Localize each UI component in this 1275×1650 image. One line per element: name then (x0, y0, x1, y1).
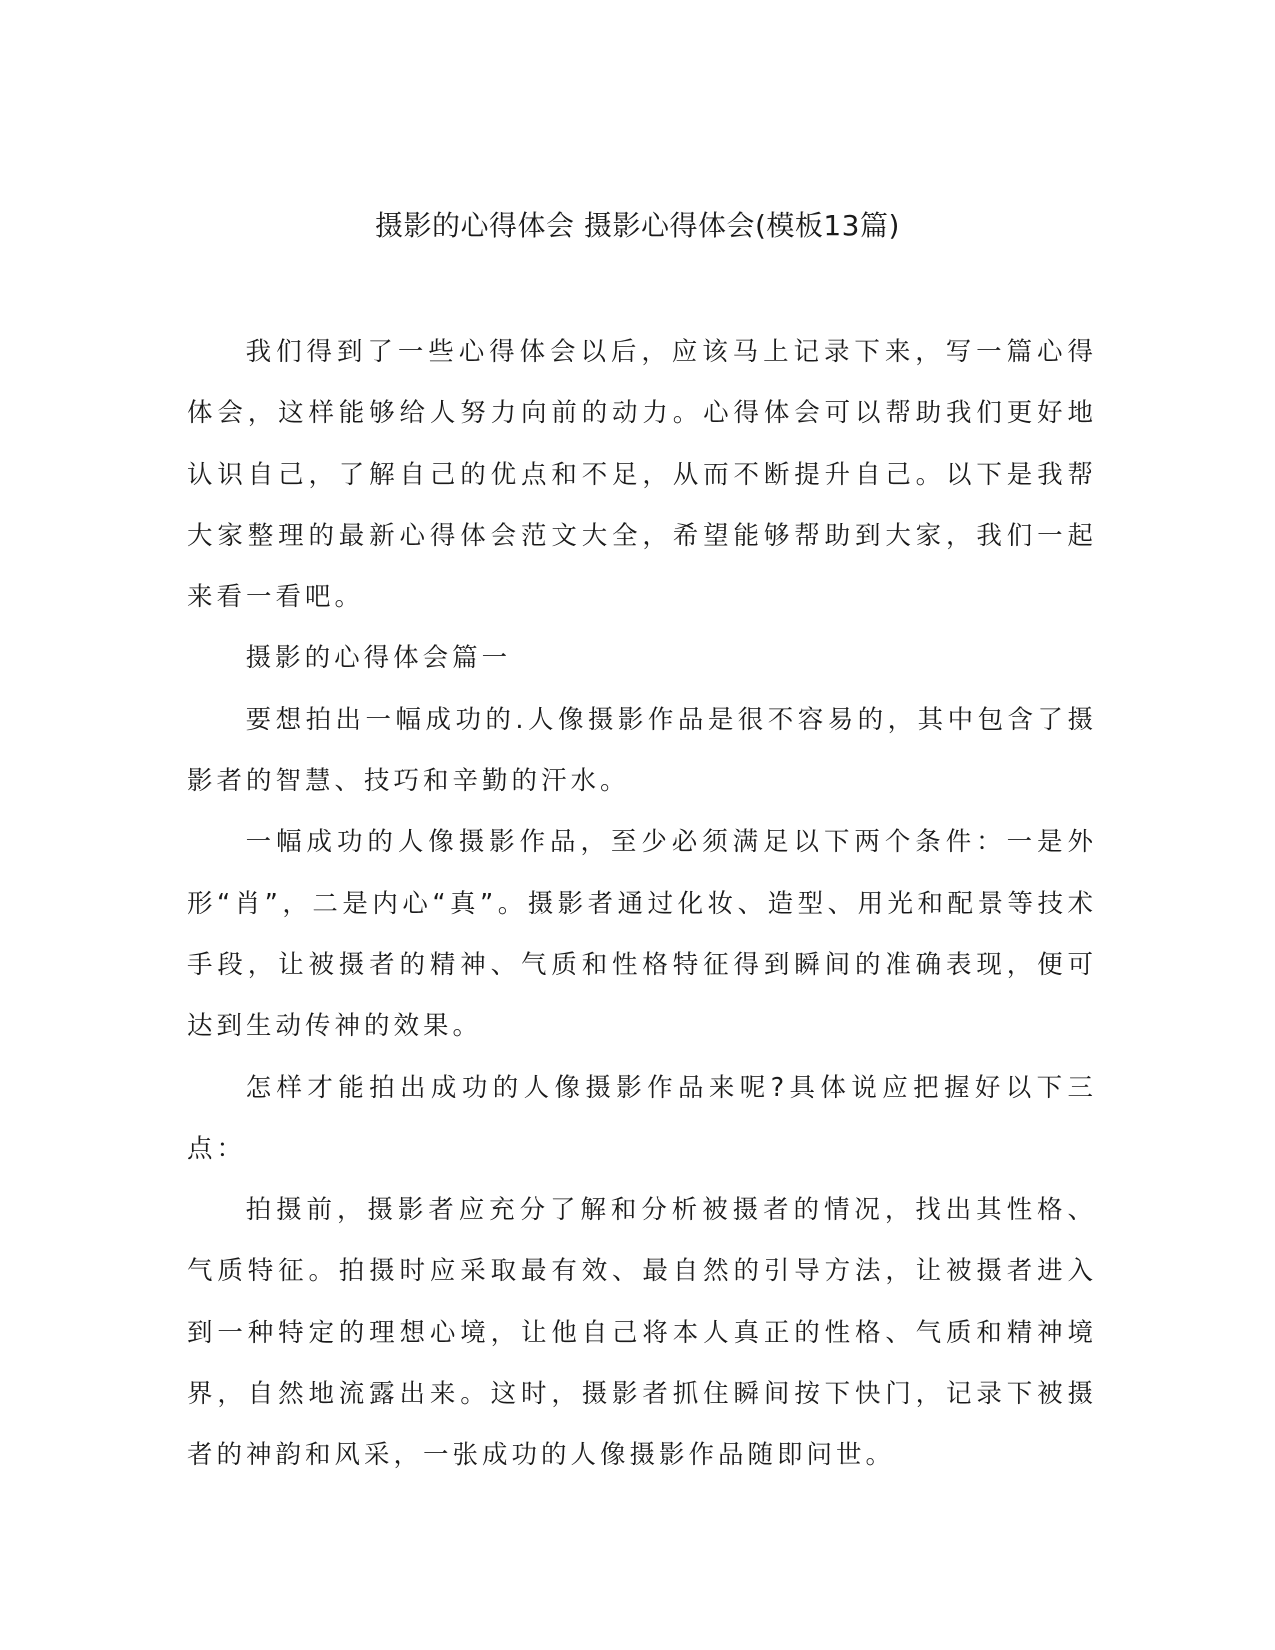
section-heading: 摄影的心得体会篇一 (245, 643, 512, 674)
paragraph: 怎样才能拍出成功的人像摄影作品来呢?具体说应把握好以下三点： (187, 1072, 1097, 1164)
paragraph-intro: 我们得到了一些心得体会以后，应该马上记录下来，写一篇心得体会，这样能够给人努力向前的动力。心得体会可以帮助我们更好地认识自己，了解自己的优点和不足，从而不断提升自己。以下是我帮大家整理的最新心得体会范文大全，希望能够帮助到大家，我们一起来看一看吧。 (187, 337, 1097, 613)
paragraph: 一幅成功的人像摄影作品，至少必须满足以下两个条件：一是外形“肖”，二是内心“真”。摄影者通过化妆、造型、用光和配景等技术手段，让被摄者的精神、气质和性格特征得到瞬间的准确表现，便可达到生动传神的效果。 (187, 827, 1097, 1042)
paragraph: 拍摄前，摄影者应充分了解和分析被摄者的情况，找出其性格、气质特征。拍摄时应采取最有效、最自然的引导方法，让被摄者进入到一种特定的理想心境，让他自己将本人真正的性格、气质和精神境界，自然地流露出来。这时，摄影者抓住瞬间按下快门，记录下被摄者的神韵和风采，一张成功的人像摄影作品随即问世。 (187, 1195, 1097, 1471)
paragraph: 要想拍出一幅成功的.人像摄影作品是很不容易的，其中包含了摄影者的智慧、技巧和辛勤的汗水。 (187, 704, 1097, 797)
document-body (187, 322, 1097, 1487)
document-title: 摄影的心得体会 摄影心得体会(模板13篇) (375, 209, 900, 242)
